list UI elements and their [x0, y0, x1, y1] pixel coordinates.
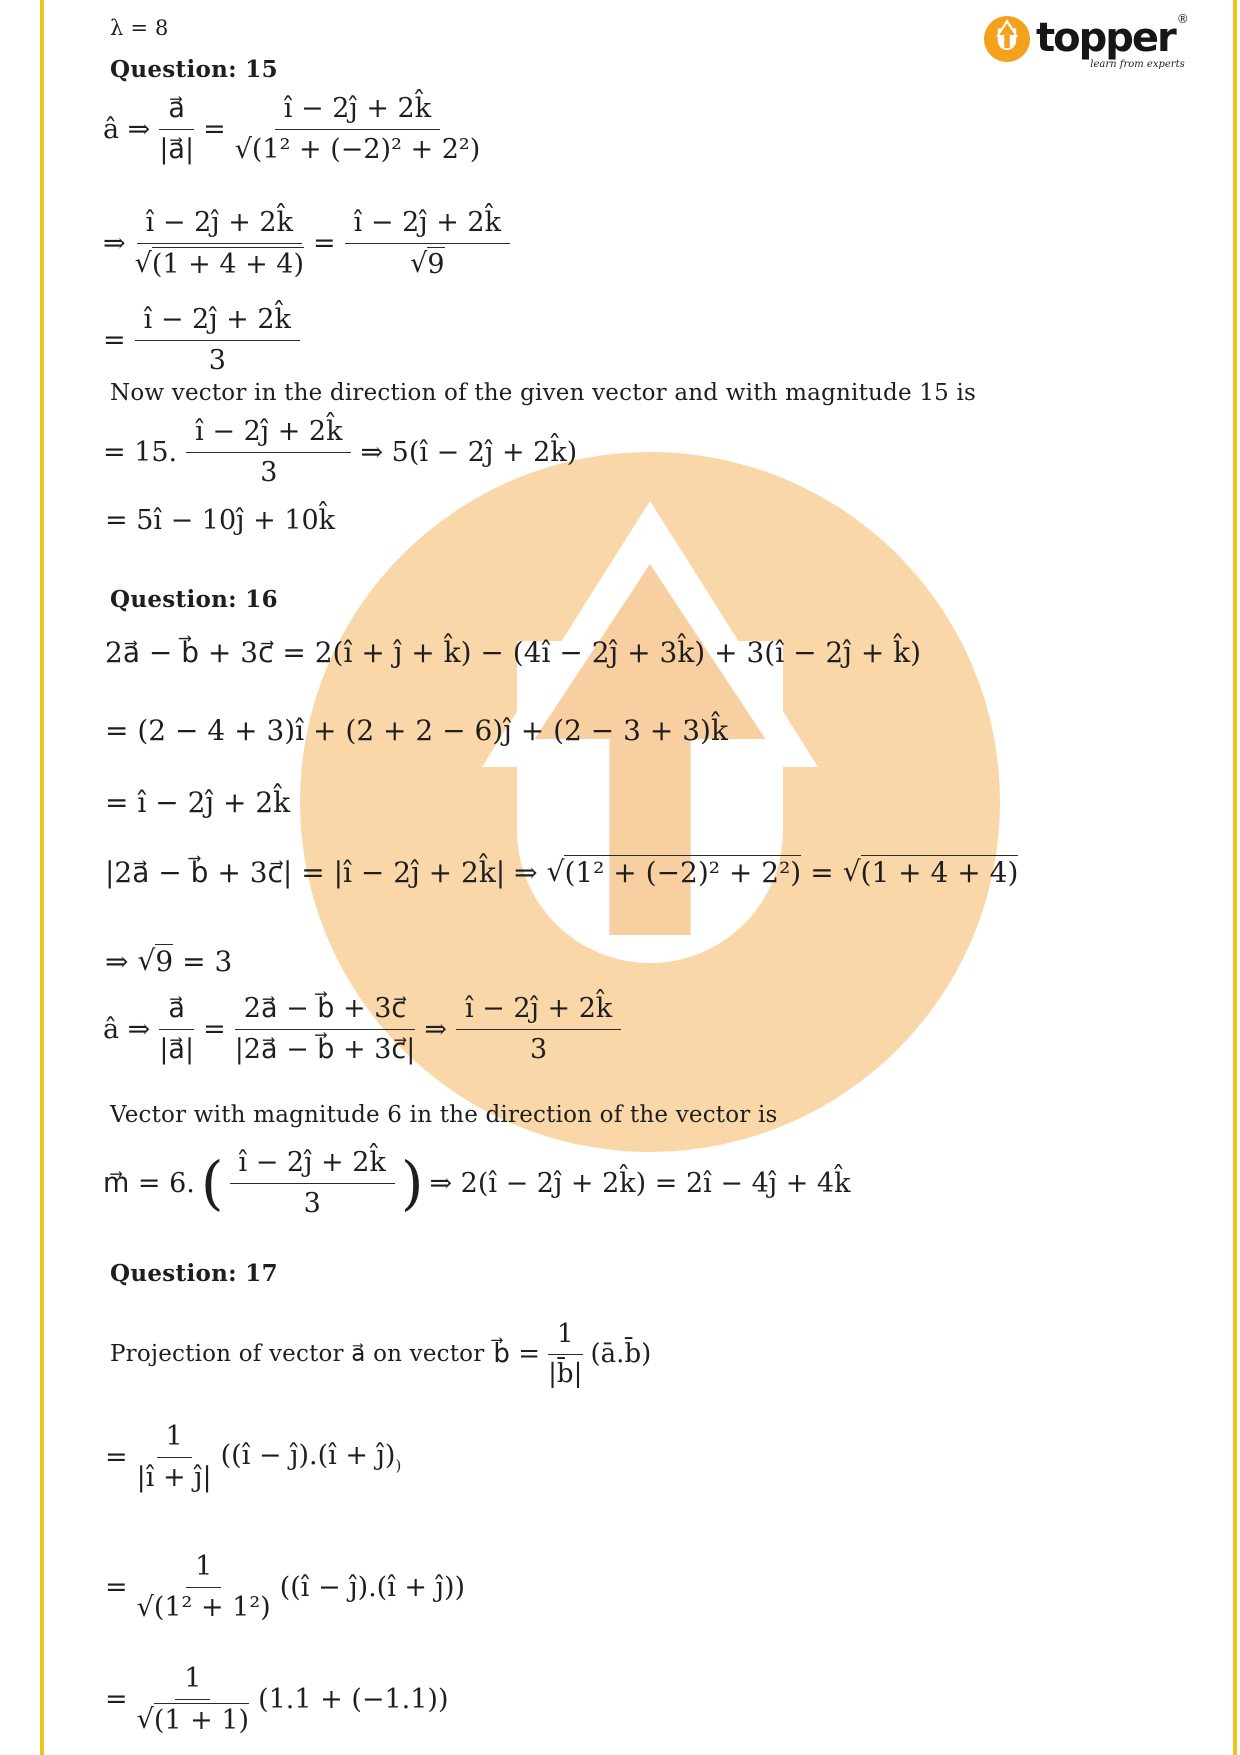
- q16-equation-2: [105, 714, 728, 747]
- equals-sign: =: [203, 1013, 226, 1045]
- q15-equation-4: [103, 415, 577, 490]
- radical: [135, 247, 304, 282]
- q15-equation-5: [105, 505, 335, 536]
- brand-name: topper: [1036, 15, 1175, 61]
- numerator: î − 2ĵ + 2k̂: [137, 206, 302, 244]
- equals-sign: =: [105, 1571, 128, 1603]
- equals-sign: =: [203, 113, 226, 145]
- denominator: |2a⃗ − b⃗ + 3c⃗|: [234, 1033, 416, 1065]
- radical-sign: √: [136, 1703, 154, 1735]
- math-term: = (2 − 4 + 3)î + (2 + 2 − 6)ĵ + (2 − 3 + 3)k̂: [105, 714, 728, 747]
- registered-mark: ®: [1176, 12, 1189, 26]
- radical: [547, 855, 802, 889]
- implies-sign: ⇒: [103, 228, 126, 260]
- fraction: [235, 92, 481, 167]
- denominator: |î + ĵ|: [136, 1461, 212, 1493]
- fraction: [137, 1420, 212, 1495]
- q16-equation-6: [103, 992, 621, 1067]
- q16-equation-4: [105, 855, 1018, 889]
- denominator: |a⃗|: [159, 1033, 195, 1065]
- radical-sign: √: [546, 855, 565, 888]
- numerator: 1: [175, 1662, 210, 1700]
- numerator: î − 2ĵ + 2k̂: [275, 92, 440, 130]
- denominator: 3: [260, 456, 278, 488]
- math-term: ⇒ 2(î − 2ĵ + 2k̂) = 2î − 4ĵ + 4k̂: [429, 1167, 851, 1199]
- math-term: |2a⃗ − b⃗ + 3c⃗| = |î − 2ĵ + 2k̂| ⇒: [105, 855, 538, 889]
- fraction: [159, 92, 194, 167]
- radical: [137, 1703, 249, 1738]
- fraction: [135, 303, 300, 378]
- math-term: â ⇒: [103, 1013, 151, 1045]
- radicand: (1 + 4 + 4): [151, 248, 305, 280]
- radicand: (1 + 4 + 4): [860, 856, 1019, 889]
- fraction: [159, 992, 194, 1067]
- denominator: √(1² + 1²): [136, 1591, 271, 1623]
- denominator: [135, 244, 304, 282]
- numerator: î − 2ĵ + 2k̂: [186, 415, 351, 453]
- equals-sign: =: [810, 855, 834, 889]
- right-paren: ): [400, 1148, 424, 1217]
- question-15-heading: Question: 15: [110, 56, 278, 83]
- fraction: [235, 992, 416, 1067]
- denominator: |a⃗|: [159, 133, 195, 165]
- radicand: 9: [155, 945, 174, 978]
- q17-intro: [110, 1318, 651, 1390]
- lambda-line: λ = 8: [110, 16, 169, 40]
- page-border-right: [1233, 0, 1237, 1755]
- math-term: 2a⃗ − b⃗ + 3c⃗ = 2(î + ĵ + k̂) − (4î − 2ĵ + 3k̂) + 3(î − 2ĵ + k̂): [105, 636, 922, 669]
- fraction: [230, 1146, 395, 1221]
- fraction: [345, 206, 510, 282]
- q16-equation-3: [105, 786, 290, 819]
- q16-equation-5: [105, 944, 232, 978]
- equals-sign: =: [105, 1684, 128, 1716]
- subscript-paren: ): [395, 1456, 402, 1475]
- denominator: √(1² + (−2)² + 2²): [234, 133, 481, 165]
- radical-sign: √: [134, 247, 152, 279]
- fraction: [137, 1662, 249, 1738]
- numerator: a⃗: [159, 92, 194, 130]
- math-term: ⇒ 5(î − 2ĵ + 2k̂): [360, 436, 578, 468]
- denominator: 3: [530, 1033, 548, 1065]
- denominator: [410, 244, 444, 282]
- equals-sign: =: [313, 228, 336, 260]
- numerator: î − 2ĵ + 2k̂: [230, 1146, 395, 1184]
- topper-logo-icon: [984, 16, 1030, 62]
- math-term: = î − 2ĵ + 2k̂: [105, 786, 291, 819]
- q15-equation-2: [103, 206, 510, 282]
- fraction: [186, 415, 351, 490]
- radical: [137, 944, 173, 978]
- left-paren: (: [200, 1148, 224, 1217]
- q17-equation-1: [105, 1420, 401, 1495]
- math-term: = 15.: [103, 436, 178, 468]
- radical: [843, 855, 1019, 889]
- math-term: ((î − ĵ).(î + ĵ): [220, 1440, 396, 1472]
- numerator: î − 2ĵ + 2k̂: [345, 206, 510, 244]
- q17-equation-3: [105, 1662, 449, 1738]
- radical-sign: √: [410, 247, 428, 279]
- radicand: 9: [427, 248, 445, 280]
- question-16-heading: Question: 16: [110, 586, 278, 613]
- math-term: = 3: [182, 944, 233, 978]
- math-term: b⃗ =: [493, 1339, 540, 1369]
- numerator: 1: [548, 1318, 583, 1355]
- q16-note: Vector with magnitude 6 in the direction of the vector is: [110, 1102, 778, 1128]
- q16-equation-7: [103, 1146, 850, 1221]
- q15-equation-3: [103, 303, 300, 378]
- brand-tagline: learn from experts: [1090, 59, 1185, 70]
- radical-sign: √: [842, 855, 861, 888]
- implies-sign: ⇒: [105, 944, 129, 978]
- fraction: [135, 206, 304, 282]
- fraction: [548, 1318, 583, 1390]
- denominator: 3: [303, 1187, 321, 1219]
- radicand: (1² + (−2)² + 2²): [564, 856, 802, 889]
- math-term: [221, 1440, 402, 1474]
- numerator: 1: [186, 1550, 221, 1588]
- equals-sign: =: [105, 1441, 128, 1473]
- equals-sign: =: [103, 324, 126, 356]
- q16-equation-1: [105, 636, 921, 669]
- radicand: (1 + 1): [153, 1704, 250, 1736]
- math-term: m⃗ = 6.: [103, 1167, 195, 1199]
- q17-intro-text: Projection of vector a⃗ on vector: [110, 1341, 485, 1367]
- math-term: (1.1 + (−1.1)): [258, 1684, 449, 1716]
- question-17-heading: Question: 17: [110, 1260, 278, 1287]
- numerator: 1: [157, 1420, 192, 1458]
- q15-note: Now vector in the direction of the given vector and with magnitude 15 is: [110, 380, 977, 406]
- math-term: = 5î − 10ĵ + 10k̂: [105, 505, 336, 536]
- radical: [410, 247, 444, 282]
- q15-equation-1: [103, 92, 480, 167]
- topper-logo: [984, 12, 1189, 70]
- fraction: [137, 1550, 271, 1625]
- denominator: [137, 1700, 249, 1738]
- math-term: ((î − ĵ).(î + ĵ)): [279, 1571, 466, 1603]
- denominator: 3: [208, 344, 226, 376]
- implies-sign: ⇒: [424, 1013, 447, 1045]
- q17-equation-2: [105, 1550, 465, 1625]
- fraction: [456, 992, 621, 1067]
- denominator: |b̄|: [548, 1358, 583, 1389]
- page-border-left: [40, 0, 44, 1755]
- numerator: î − 2ĵ + 2k̂: [135, 303, 300, 341]
- numerator: î − 2ĵ + 2k̂: [456, 992, 621, 1030]
- math-term: (ā.b̄): [590, 1339, 652, 1369]
- radical-sign: √: [137, 944, 156, 977]
- numerator: a⃗: [159, 992, 194, 1030]
- math-expression: [493, 1318, 651, 1390]
- numerator: 2a⃗ − b⃗ + 3c⃗: [235, 992, 415, 1030]
- math-term: â ⇒: [103, 113, 151, 145]
